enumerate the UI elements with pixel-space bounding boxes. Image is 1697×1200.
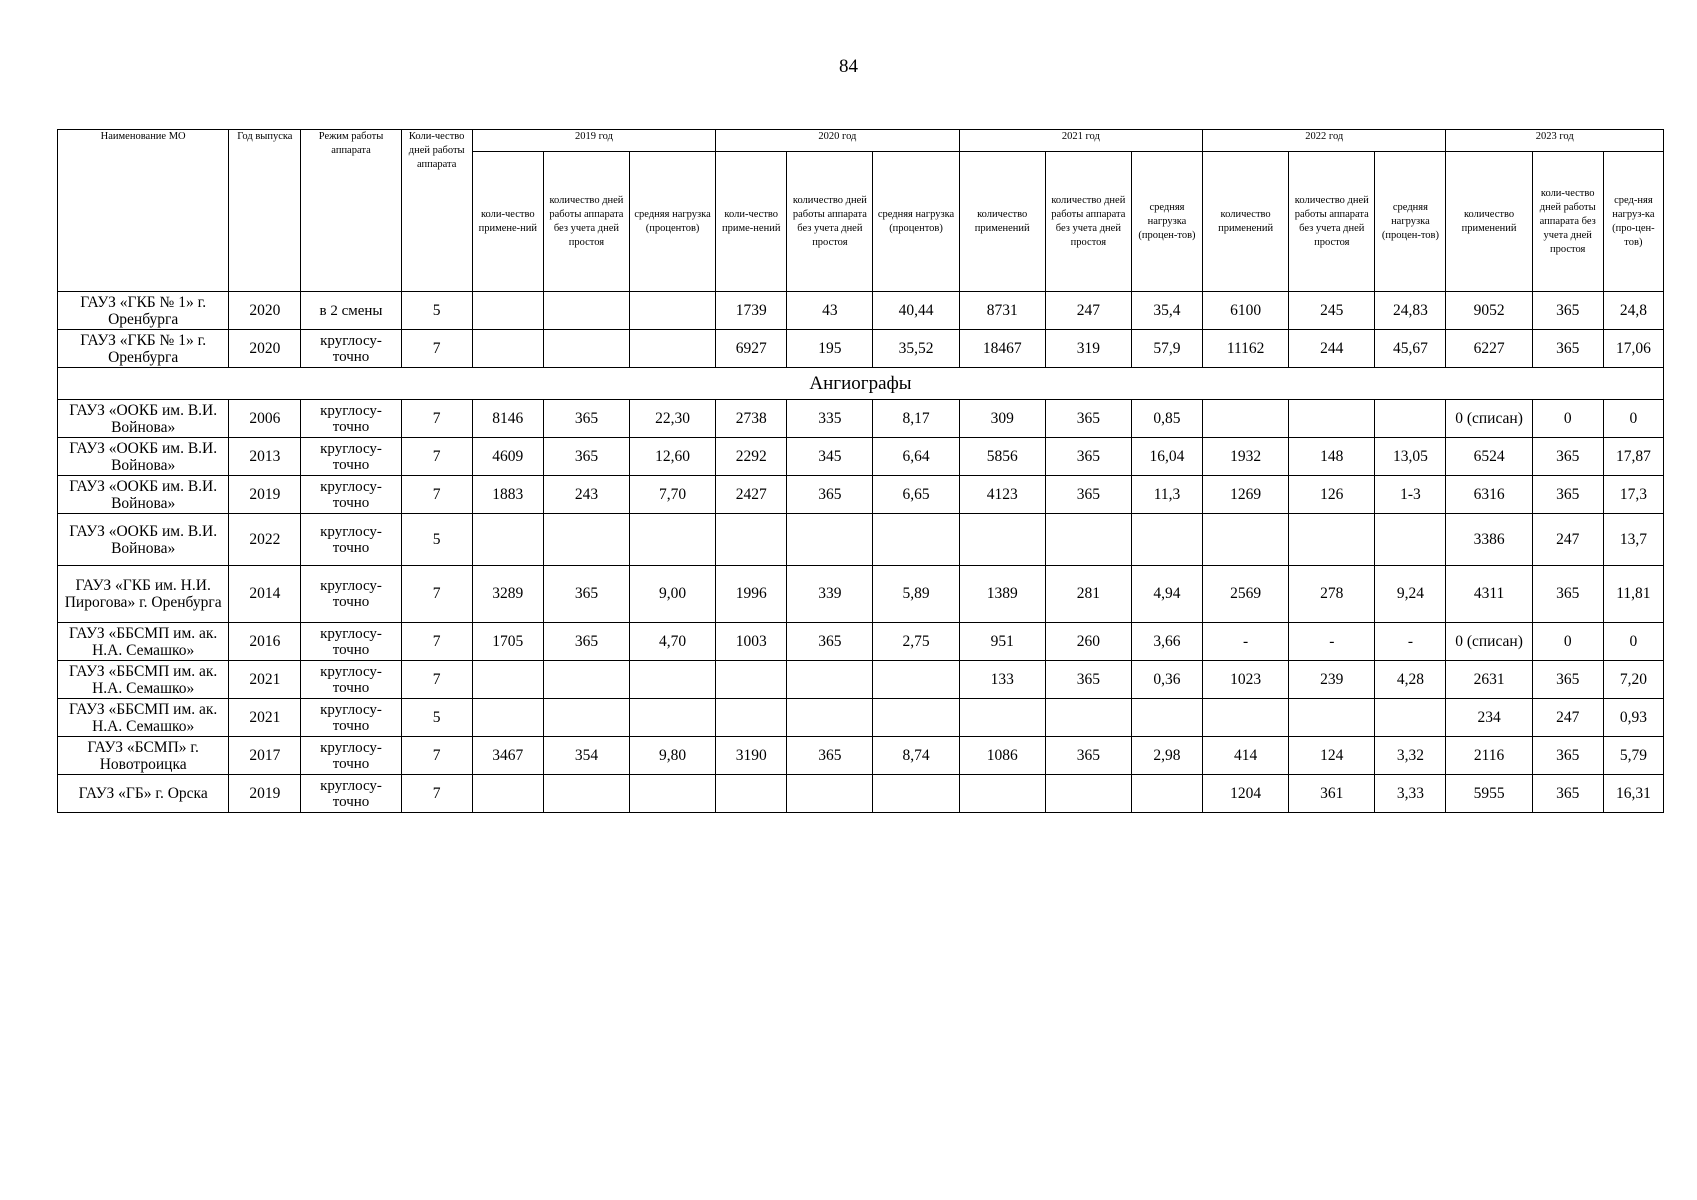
header-2022-load: средняя нагрузка (процен-тов) [1375, 152, 1446, 292]
cell-value: 239 [1289, 661, 1375, 699]
cell-mode: круглосу-точно [301, 737, 401, 775]
cell-value [630, 661, 716, 699]
cell-value: 365 [1045, 476, 1131, 514]
cell-value: 16,04 [1131, 438, 1202, 476]
cell-value [1203, 699, 1289, 737]
header-year-2023: 2023 год [1446, 130, 1664, 152]
cell-value: 365 [1045, 737, 1131, 775]
header-2023-load: сред-няя нагруз-ка (про-цен-тов) [1603, 152, 1663, 292]
cell-value: 2631 [1446, 661, 1532, 699]
cell-value [472, 775, 543, 813]
cell-year: 2014 [229, 566, 301, 623]
table-row [58, 400, 1664, 438]
cell-value: 8731 [959, 292, 1045, 330]
cell-value: 247 [1532, 699, 1603, 737]
header-2019-count: коли-чество примене-ний [472, 152, 543, 292]
header-2023-count: количество применений [1446, 152, 1532, 292]
cell-mode: круглосу-точно [301, 661, 401, 699]
cell-value: 1-3 [1375, 476, 1446, 514]
cell-name: ГАУЗ «ООКБ им. В.И. Войнова» [58, 438, 229, 476]
cell-value: 365 [1045, 400, 1131, 438]
header-2020-days: количество дней работы аппарата без учета дней простоя [787, 152, 873, 292]
cell-value: 12,60 [630, 438, 716, 476]
cell-value: 365 [543, 438, 629, 476]
cell-value: 260 [1045, 623, 1131, 661]
cell-year: 2013 [229, 438, 301, 476]
table-body [58, 292, 1664, 400]
cell-value: 4,28 [1375, 661, 1446, 699]
cell-name: ГАУЗ «ООКБ им. В.И. Войнова» [58, 514, 229, 566]
cell-value [543, 661, 629, 699]
cell-value: 2,98 [1131, 737, 1202, 775]
cell-value [1289, 514, 1375, 566]
cell-value: 0 (списан) [1446, 623, 1532, 661]
cell-value: 17,87 [1603, 438, 1663, 476]
cell-value: 414 [1203, 737, 1289, 775]
cell-days: 7 [401, 438, 472, 476]
cell-value: 243 [543, 476, 629, 514]
cell-value: 365 [787, 737, 873, 775]
cell-value: 345 [787, 438, 873, 476]
cell-value: 2,75 [873, 623, 959, 661]
cell-value: 365 [1045, 661, 1131, 699]
table-row [58, 775, 1664, 813]
header-2023-days: коли-чество дней работы аппарата без учета дней простоя [1532, 152, 1603, 292]
cell-value: 1086 [959, 737, 1045, 775]
header-work-days: Коли-чество дней работы аппарата [401, 130, 472, 292]
cell-value: 0 (списан) [1446, 400, 1532, 438]
equipment-usage-table [57, 129, 1664, 813]
cell-days: 7 [401, 330, 472, 368]
cell-value [716, 699, 787, 737]
cell-days: 7 [401, 400, 472, 438]
cell-value: 1739 [716, 292, 787, 330]
cell-value: 22,30 [630, 400, 716, 438]
cell-year: 2019 [229, 476, 301, 514]
cell-days: 7 [401, 566, 472, 623]
cell-value [716, 661, 787, 699]
cell-name: ГАУЗ «ГКБ № 1» г. Оренбурга [58, 292, 229, 330]
cell-value: 8,74 [873, 737, 959, 775]
cell-days: 5 [401, 699, 472, 737]
cell-value: 1996 [716, 566, 787, 623]
cell-value: 365 [543, 566, 629, 623]
cell-value: 365 [787, 623, 873, 661]
cell-name: ГАУЗ «ООКБ им. В.И. Войнова» [58, 400, 229, 438]
cell-value: 4311 [1446, 566, 1532, 623]
cell-value: 3289 [472, 566, 543, 623]
cell-value: 13,05 [1375, 438, 1446, 476]
cell-value: 4123 [959, 476, 1045, 514]
cell-value: 3386 [1446, 514, 1532, 566]
cell-value [630, 514, 716, 566]
cell-value: - [1203, 623, 1289, 661]
cell-value [959, 775, 1045, 813]
cell-value: 319 [1045, 330, 1131, 368]
cell-name: ГАУЗ «ГБ» г. Орска [58, 775, 229, 813]
cell-value: 18467 [959, 330, 1045, 368]
cell-mode: круглосу-точно [301, 400, 401, 438]
cell-value: 5,79 [1603, 737, 1663, 775]
header-2019-load: средняя нагрузка (процентов) [630, 152, 716, 292]
cell-name: ГАУЗ «ГКБ им. Н.И. Пирогова» г. Оренбурга [58, 566, 229, 623]
cell-value [873, 699, 959, 737]
cell-value [873, 775, 959, 813]
cell-value: 1705 [472, 623, 543, 661]
cell-value: 9,00 [630, 566, 716, 623]
header-mode: Режим работы аппарата [301, 130, 401, 292]
cell-value [630, 330, 716, 368]
cell-value [543, 775, 629, 813]
cell-days: 7 [401, 623, 472, 661]
cell-value [1375, 699, 1446, 737]
cell-value: 365 [787, 476, 873, 514]
cell-value [472, 661, 543, 699]
header-2020-load: средняя нагрузка (процентов) [873, 152, 959, 292]
cell-value [716, 775, 787, 813]
cell-value [787, 661, 873, 699]
cell-value [1203, 514, 1289, 566]
table-row [58, 699, 1664, 737]
cell-name: ГАУЗ «ББСМП им. ак. Н.А. Семашко» [58, 699, 229, 737]
cell-value: 244 [1289, 330, 1375, 368]
cell-value: 6524 [1446, 438, 1532, 476]
cell-value: 11,3 [1131, 476, 1202, 514]
cell-value: 13,7 [1603, 514, 1663, 566]
cell-mode: круглосу-точно [301, 514, 401, 566]
cell-value [472, 514, 543, 566]
cell-name: ГАУЗ «ГКБ № 1» г. Оренбурга [58, 330, 229, 368]
cell-mode: круглосу-точно [301, 775, 401, 813]
cell-value: 247 [1532, 514, 1603, 566]
cell-value: 6100 [1203, 292, 1289, 330]
cell-value: 1023 [1203, 661, 1289, 699]
cell-value [630, 292, 716, 330]
cell-value: 365 [1532, 775, 1603, 813]
cell-value: 5,89 [873, 566, 959, 623]
header-2021-count: количество применений [959, 152, 1045, 292]
angiograph-rows [58, 400, 1664, 813]
cell-value: 0 [1532, 623, 1603, 661]
cell-value: 1204 [1203, 775, 1289, 813]
cell-value [873, 514, 959, 566]
cell-days: 7 [401, 775, 472, 813]
cell-value: 365 [1532, 330, 1603, 368]
cell-value: 951 [959, 623, 1045, 661]
table-row [58, 330, 1664, 368]
header-year-2021: 2021 год [959, 130, 1202, 152]
cell-value: 2738 [716, 400, 787, 438]
cell-value [1375, 400, 1446, 438]
cell-value [873, 661, 959, 699]
cell-value: 11,81 [1603, 566, 1663, 623]
cell-value: - [1289, 623, 1375, 661]
cell-mode: в 2 смены [301, 292, 401, 330]
header-2021-days: количество дней работы аппарата без учета дней простоя [1045, 152, 1131, 292]
cell-value: 365 [1532, 476, 1603, 514]
cell-value: 365 [1045, 438, 1131, 476]
cell-name: ГАУЗ «ББСМП им. ак. Н.А. Семашко» [58, 661, 229, 699]
header-2021-load: средняя нагрузка (процен-тов) [1131, 152, 1202, 292]
cell-value [787, 775, 873, 813]
cell-value: 0,85 [1131, 400, 1202, 438]
cell-value [543, 514, 629, 566]
page-number: 84 [839, 56, 858, 77]
cell-year: 2019 [229, 775, 301, 813]
cell-value: 4,70 [630, 623, 716, 661]
cell-year: 2020 [229, 292, 301, 330]
cell-value: 4609 [472, 438, 543, 476]
header-name: Наименование МО [58, 130, 229, 292]
cell-value: 281 [1045, 566, 1131, 623]
cell-value: 361 [1289, 775, 1375, 813]
section-row [58, 368, 1664, 400]
cell-value: 1269 [1203, 476, 1289, 514]
cell-value [543, 330, 629, 368]
cell-value: 45,67 [1375, 330, 1446, 368]
cell-value: 3,66 [1131, 623, 1202, 661]
cell-value: 1883 [472, 476, 543, 514]
header-2019-days: количество дней работы аппарата без учета дней простоя [543, 152, 629, 292]
cell-value: 2569 [1203, 566, 1289, 623]
cell-value: 365 [1532, 292, 1603, 330]
cell-value: 7,20 [1603, 661, 1663, 699]
cell-value: 335 [787, 400, 873, 438]
cell-mode: круглосу-точно [301, 623, 401, 661]
cell-days: 5 [401, 292, 472, 330]
cell-value [630, 775, 716, 813]
cell-value: 365 [543, 623, 629, 661]
cell-value [959, 699, 1045, 737]
cell-value: 133 [959, 661, 1045, 699]
cell-value: 278 [1289, 566, 1375, 623]
cell-value [1045, 775, 1131, 813]
table-row [58, 292, 1664, 330]
header-2020-count: коли-чество приме-нений [716, 152, 787, 292]
cell-value: 245 [1289, 292, 1375, 330]
cell-value: 1389 [959, 566, 1045, 623]
cell-year: 2021 [229, 661, 301, 699]
cell-mode: круглосу-точно [301, 566, 401, 623]
table-row [58, 476, 1664, 514]
cell-value: 365 [1532, 566, 1603, 623]
cell-value [543, 292, 629, 330]
cell-value: 5856 [959, 438, 1045, 476]
cell-value [787, 514, 873, 566]
cell-mode: круглосу-точно [301, 476, 401, 514]
cell-value: 148 [1289, 438, 1375, 476]
cell-value: 9052 [1446, 292, 1532, 330]
cell-value: 11162 [1203, 330, 1289, 368]
cell-value [472, 699, 543, 737]
cell-value: 365 [1532, 438, 1603, 476]
cell-value: 0 [1532, 400, 1603, 438]
cell-value [1045, 699, 1131, 737]
cell-value: 124 [1289, 737, 1375, 775]
cell-value: 57,9 [1131, 330, 1202, 368]
cell-name: ГАУЗ «БСМП» г. Новотроицка [58, 737, 229, 775]
cell-value: 0 [1603, 400, 1663, 438]
cell-value [1203, 400, 1289, 438]
header-year-2019: 2019 год [472, 130, 715, 152]
cell-value: 365 [543, 400, 629, 438]
cell-value: 0,36 [1131, 661, 1202, 699]
cell-value: 17,3 [1603, 476, 1663, 514]
cell-value: 24,8 [1603, 292, 1663, 330]
cell-year: 2022 [229, 514, 301, 566]
cell-value: 3190 [716, 737, 787, 775]
cell-year: 2021 [229, 699, 301, 737]
cell-name: ГАУЗ «ББСМП им. ак. Н.А. Семашко» [58, 623, 229, 661]
cell-value: 354 [543, 737, 629, 775]
cell-value [959, 514, 1045, 566]
cell-value: 247 [1045, 292, 1131, 330]
cell-value: 35,4 [1131, 292, 1202, 330]
cell-value: 9,80 [630, 737, 716, 775]
cell-value: 43 [787, 292, 873, 330]
cell-value: 8146 [472, 400, 543, 438]
table-header [58, 130, 1664, 292]
cell-value: 7,70 [630, 476, 716, 514]
cell-value: 126 [1289, 476, 1375, 514]
cell-mode: круглосу-точно [301, 330, 401, 368]
cell-value [1289, 400, 1375, 438]
cell-value [1131, 775, 1202, 813]
header-year-2022: 2022 год [1203, 130, 1446, 152]
cell-mode: круглосу-точно [301, 438, 401, 476]
cell-year: 2017 [229, 737, 301, 775]
cell-days: 7 [401, 661, 472, 699]
cell-value: 0,93 [1603, 699, 1663, 737]
cell-value: 8,17 [873, 400, 959, 438]
header-year-2020: 2020 год [716, 130, 959, 152]
cell-value: 24,83 [1375, 292, 1446, 330]
table-row [58, 566, 1664, 623]
cell-value: 234 [1446, 699, 1532, 737]
section-title: Ангиографы [58, 368, 1664, 400]
cell-value: 2427 [716, 476, 787, 514]
header-2022-days: количество дней работы аппарата без учета дней простоя [1289, 152, 1375, 292]
cell-value [1289, 699, 1375, 737]
table-row [58, 661, 1664, 699]
cell-year: 2016 [229, 623, 301, 661]
cell-value: 17,06 [1603, 330, 1663, 368]
cell-value [716, 514, 787, 566]
cell-year: 2006 [229, 400, 301, 438]
cell-value [1131, 699, 1202, 737]
cell-value: 40,44 [873, 292, 959, 330]
cell-value: 2116 [1446, 737, 1532, 775]
cell-value: 3,32 [1375, 737, 1446, 775]
table-row [58, 623, 1664, 661]
cell-mode: круглосу-точно [301, 699, 401, 737]
table-row [58, 438, 1664, 476]
header-year-of-issue: Год выпуска [229, 130, 301, 292]
cell-value [1045, 514, 1131, 566]
cell-value [1131, 514, 1202, 566]
cell-value [472, 330, 543, 368]
cell-value [472, 292, 543, 330]
cell-value: - [1375, 623, 1446, 661]
cell-value: 365 [1532, 661, 1603, 699]
cell-value: 5955 [1446, 775, 1532, 813]
table-row [58, 514, 1664, 566]
cell-days: 7 [401, 737, 472, 775]
cell-value: 6,64 [873, 438, 959, 476]
cell-value: 365 [1532, 737, 1603, 775]
cell-value: 3,33 [1375, 775, 1446, 813]
cell-days: 5 [401, 514, 472, 566]
cell-value: 6316 [1446, 476, 1532, 514]
cell-value: 0 [1603, 623, 1663, 661]
cell-value [1375, 514, 1446, 566]
table-row [58, 737, 1664, 775]
cell-value: 6927 [716, 330, 787, 368]
cell-value: 6,65 [873, 476, 959, 514]
cell-value: 6227 [1446, 330, 1532, 368]
cell-value: 35,52 [873, 330, 959, 368]
cell-value: 9,24 [1375, 566, 1446, 623]
cell-year: 2020 [229, 330, 301, 368]
cell-value [543, 699, 629, 737]
cell-value: 2292 [716, 438, 787, 476]
cell-value: 1932 [1203, 438, 1289, 476]
cell-value: 16,31 [1603, 775, 1663, 813]
cell-value: 4,94 [1131, 566, 1202, 623]
header-2022-count: количество применений [1203, 152, 1289, 292]
cell-value: 339 [787, 566, 873, 623]
cell-value: 1003 [716, 623, 787, 661]
cell-name: ГАУЗ «ООКБ им. В.И. Войнова» [58, 476, 229, 514]
cell-value: 195 [787, 330, 873, 368]
cell-value: 3467 [472, 737, 543, 775]
cell-value [787, 699, 873, 737]
cell-value: 309 [959, 400, 1045, 438]
cell-value [630, 699, 716, 737]
cell-days: 7 [401, 476, 472, 514]
